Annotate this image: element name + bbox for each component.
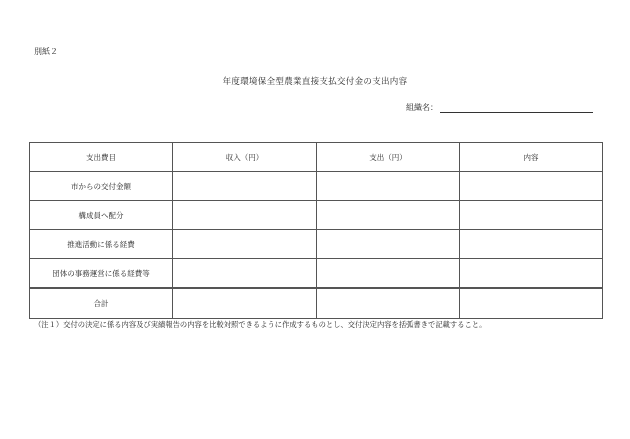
header-expenditure: 支出（円）: [317, 143, 460, 172]
total-details-cell[interactable]: [460, 288, 603, 319]
table-row: [30, 230, 603, 259]
organization-name-label: 組織名：: [406, 103, 438, 112]
expenditure-cell[interactable]: [317, 172, 460, 201]
total-income-cell[interactable]: [173, 288, 317, 319]
table-header-row: [30, 143, 603, 172]
row-label: 市からの交付金額: [30, 172, 173, 201]
details-cell[interactable]: [460, 201, 603, 230]
header-details: 内容: [460, 143, 603, 172]
table-row: [30, 259, 603, 289]
income-cell[interactable]: [173, 201, 317, 230]
details-cell[interactable]: [460, 259, 603, 289]
table-row: [30, 172, 603, 201]
organization-name-blank[interactable]: [440, 102, 593, 113]
total-label: 合計: [30, 288, 173, 319]
expenditure-cell[interactable]: [317, 230, 460, 259]
row-label: 推進活動に係る経費: [30, 230, 173, 259]
document-title: 年度環境保全型農業直接支払交付金の支出内容: [222, 77, 408, 87]
attachment-label: 別紙２: [34, 47, 58, 56]
total-expenditure-cell[interactable]: [317, 288, 460, 319]
row-label: 団体の事務運営に係る経費等: [30, 259, 173, 289]
income-cell[interactable]: [173, 259, 317, 289]
details-cell[interactable]: [460, 172, 603, 201]
header-income: 収入（円）: [173, 143, 317, 172]
income-cell[interactable]: [173, 172, 317, 201]
expenditure-cell[interactable]: [317, 201, 460, 230]
expenditure-cell[interactable]: [317, 259, 460, 289]
table-row: [30, 201, 603, 230]
expense-table: [29, 142, 603, 319]
details-cell[interactable]: [460, 230, 603, 259]
total-row: [30, 288, 603, 319]
income-cell[interactable]: [173, 230, 317, 259]
header-expense-item: 支出費目: [30, 143, 173, 172]
row-label: 構成員へ配分: [30, 201, 173, 230]
footnote: （注１）交付の決定に係る内容及び実績報告の内容を比較対照できるように作成するものとし、交付決定内容を括弧書きで記載すること。: [34, 320, 487, 329]
organization-name-row: [406, 102, 593, 113]
